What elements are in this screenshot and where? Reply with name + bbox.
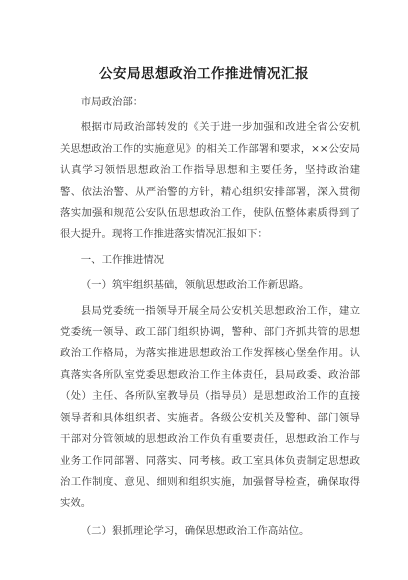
sub-body-1: 县局党委统一指领导开展全局公安机关思想政治工作，建立党委统一领导、政工部门组织协调，警种、部门齐抓共管的思想政治工作格局，为落实推进思想政治工作发挥核心堡垒作用。认真落实各所队室党委思想政治工作主体责任，县局政委、政治部（处）主任、各所队室教导员（指导员）是思想政治工作的直接领导者和具体组织者、实施者。各级公安机关及警种、部门领导干部对分管领域的思想政治工作负有重要责任，思想政治工作与业务工作同部署、同落实、同考核。政工室具体负责制定思想政治工作制度、意见、细则和组织实施，加强督导检查，确保取得实效。 <box>60 304 360 510</box>
section-heading-1: 一、工作推进情况 <box>80 253 164 266</box>
sub-heading-2: （二）狠抓理论学习，确保思想政治工作高站位。 <box>80 524 310 537</box>
document-body <box>60 92 360 542</box>
document-title: 公安局思想政治工作推进情况汇报 <box>99 66 309 82</box>
salutation: 市局政治部： <box>80 96 144 108</box>
intro-paragraph: 根据市局政治部转发的《关于进一步加强和改进全省公安机关思想政治工作的实施意见》的相关工作部署和要求，××公安局认真学习领悟思想政治工作指导思想和主要任务，坚持政治建警、依法治警、从严治警的方针，精心组织安排部署，深入贯彻落实加强和规范公安队伍思想政治工作，使队伍整体素质得到了很大提升。现将工作推进落实情况汇报如下： <box>60 121 360 241</box>
sub-heading-1: （一）筑牢组织基础，领航思想政治工作新思路。 <box>80 279 310 292</box>
